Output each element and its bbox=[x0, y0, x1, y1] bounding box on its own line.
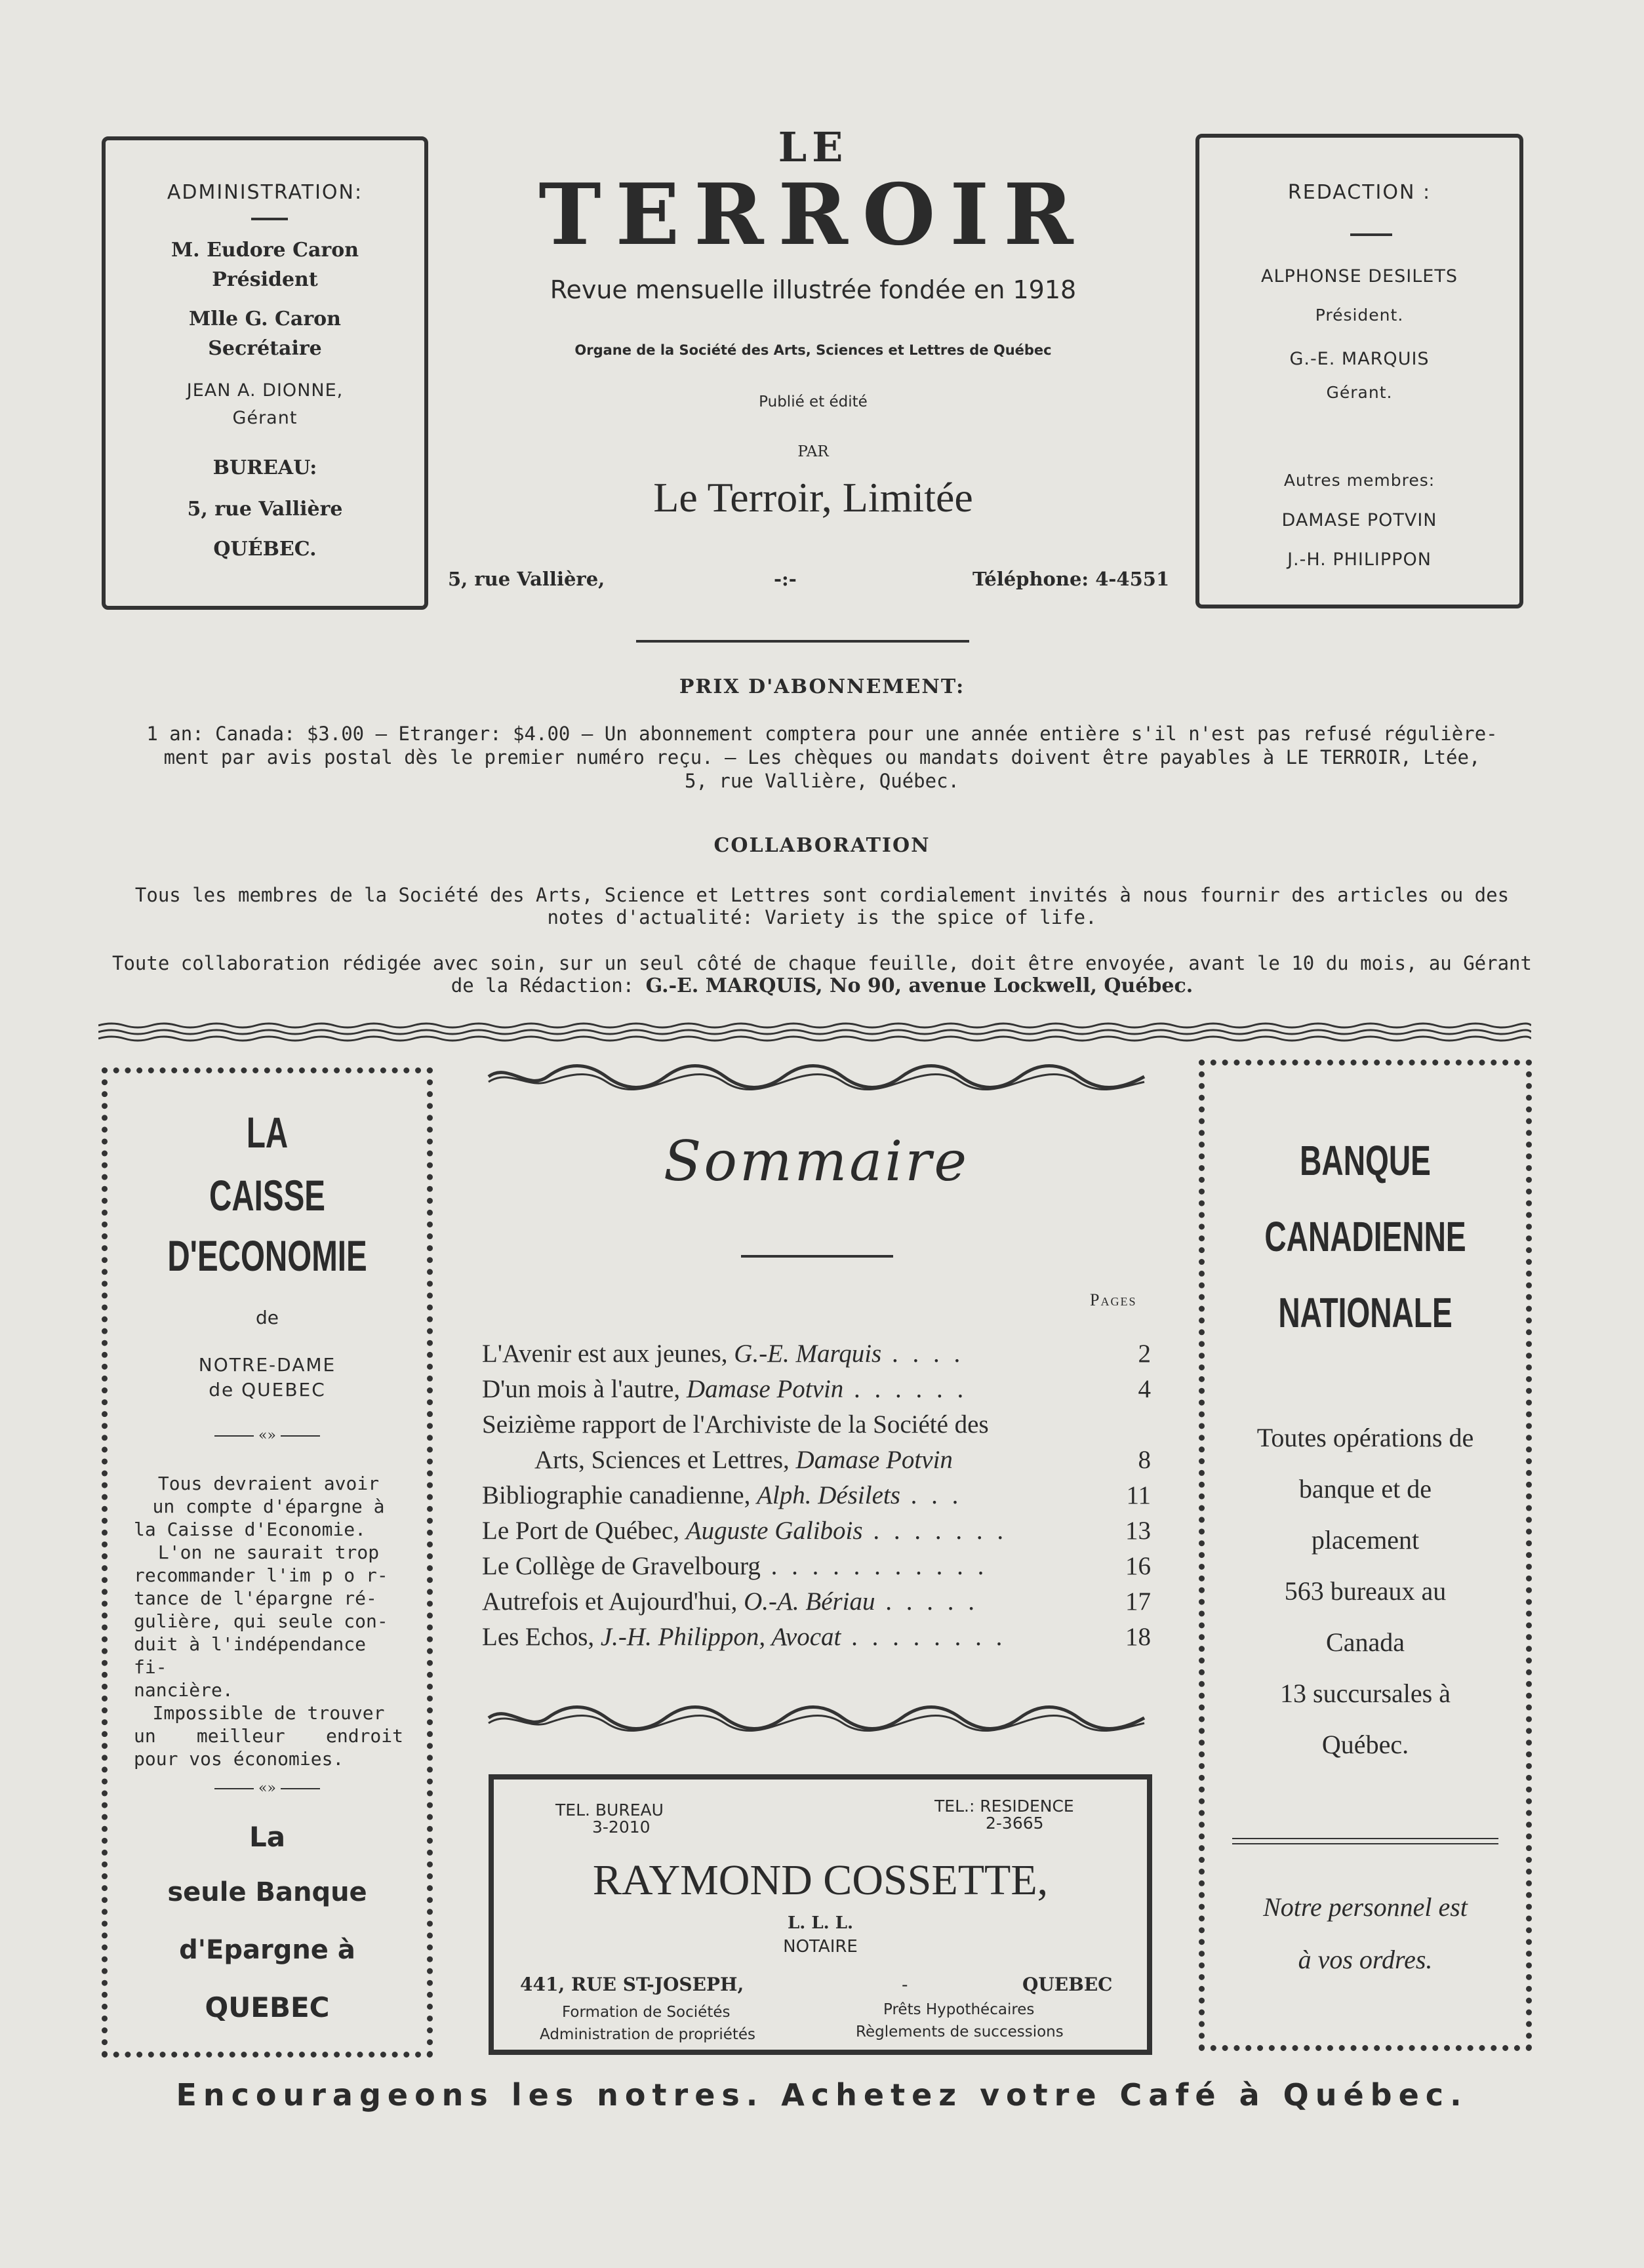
redaction-line-0: ALPHONSE DESILETS bbox=[1260, 266, 1458, 287]
entry-author: Alph. Désilets bbox=[757, 1481, 900, 1509]
list-item[interactable] bbox=[482, 1372, 1151, 1407]
entry-text: Bibliographie canadienne, bbox=[482, 1481, 757, 1509]
redaction-title: REDACTION : bbox=[1287, 181, 1432, 204]
admin-line-7: 5, rue Vallière bbox=[187, 498, 343, 521]
divider bbox=[1350, 233, 1392, 236]
entry-dots: . . . . . . . . bbox=[841, 1623, 1007, 1651]
abonnement-line-3: 5, rue Vallière, Québec. bbox=[684, 770, 960, 792]
abonnement-line-2: ment par avis postal dès le premier numéro reçu. — Les chèques ou mandats doivent être payables à LE TERROIR, Ltée, bbox=[163, 746, 1481, 768]
entry-page: 17 bbox=[1125, 1587, 1151, 1616]
banque-body-1: banque et de bbox=[1298, 1474, 1432, 1503]
entry-text: Seizième rapport de l'Archiviste de la Société des bbox=[482, 1410, 989, 1439]
entry-dots: . . . . . . bbox=[843, 1375, 968, 1403]
abonnement-title: PRIX D'ABONNEMENT: bbox=[679, 675, 965, 698]
tel-residence-number: 2-3665 bbox=[986, 1814, 1044, 1833]
entry-author: Damase Potvin bbox=[686, 1375, 844, 1403]
list-item[interactable] bbox=[482, 1513, 1151, 1549]
entry-dots: . . . . bbox=[881, 1340, 965, 1368]
entry-text: D'un mois à l'autre, bbox=[482, 1375, 687, 1403]
list-item[interactable] bbox=[482, 1336, 1151, 1372]
sommaire-title: Sommaire bbox=[663, 1129, 970, 1193]
redaction-line-4: Autres membres: bbox=[1283, 471, 1435, 490]
admin-line-6: BUREAU: bbox=[212, 456, 317, 479]
caisse-title-1: LA bbox=[246, 1108, 289, 1157]
ornament-divider bbox=[108, 1780, 427, 1797]
entry-author: J.-H. Philippon, Avocat bbox=[600, 1623, 841, 1651]
caisse-footer-0: La bbox=[249, 1821, 286, 1853]
entry-author: O.-A. Bériau bbox=[744, 1587, 875, 1616]
double-rule bbox=[1232, 1838, 1498, 1844]
list-item[interactable] bbox=[482, 1442, 1151, 1478]
caisse-body-line: nancière. bbox=[134, 1679, 233, 1701]
banque-body-5: 13 succursales à bbox=[1280, 1679, 1451, 1708]
list-item[interactable] bbox=[482, 1478, 1151, 1513]
admin-line-4: JEAN A. DIONNE, bbox=[186, 380, 344, 401]
entry-text: Les Echos, bbox=[482, 1623, 601, 1651]
banque-body-6: Québec. bbox=[1321, 1730, 1409, 1759]
masthead-title: TERROIR bbox=[538, 166, 1088, 264]
redaction-line-1: Président. bbox=[1315, 306, 1404, 325]
administration-box bbox=[102, 136, 428, 610]
tel-bureau-number: 3-2010 bbox=[592, 1818, 651, 1837]
collaboration-p2-line2-lead: de la Rédaction: bbox=[451, 974, 646, 997]
caisse-body-line: recommander l'im p o r- bbox=[134, 1564, 388, 1586]
caisse-footer-1: seule Banque bbox=[167, 1877, 367, 1907]
entry-page: 4 bbox=[1138, 1375, 1151, 1403]
entry-page: 2 bbox=[1138, 1340, 1151, 1368]
list-item[interactable] bbox=[482, 1549, 1151, 1584]
entry-dots: . . . . . . . . . . . bbox=[760, 1552, 988, 1580]
caisse-body-line: la Caisse d'Economie. bbox=[134, 1519, 367, 1540]
admin-line-0: M. Eudore Caron bbox=[170, 239, 359, 262]
caisse-title-3: D'ECONOMIE bbox=[167, 1231, 367, 1280]
divider bbox=[636, 640, 969, 643]
collaboration-p1-line1: Tous les membres de la Société des Arts, Science et Lettres sont cordialement invités à nous fournir des articles ou des bbox=[134, 884, 1510, 906]
entry-page: 18 bbox=[1125, 1623, 1151, 1651]
caisse-name-1: NOTRE-DAME bbox=[198, 1354, 336, 1376]
cossette-service: Prêts Hypothécaires bbox=[883, 2001, 1035, 2018]
cossette-name: RAYMOND COSSETTE, bbox=[592, 1856, 1049, 1904]
caisse-footer-2: d'Epargne à bbox=[179, 1935, 355, 1965]
masthead-le: LE bbox=[778, 123, 849, 171]
entry-author: G.-E. Marquis bbox=[734, 1340, 882, 1368]
entry-dots: . . . . . . . bbox=[862, 1517, 1008, 1545]
caisse-footer-3: QUEBEC bbox=[205, 1991, 330, 2023]
list-item[interactable] bbox=[482, 1407, 1151, 1442]
list-item[interactable] bbox=[482, 1584, 1151, 1620]
caisse-title-2: CAISSE bbox=[209, 1171, 325, 1220]
admin-line-8: QUÉBEC. bbox=[213, 538, 317, 561]
caisse-name-2: de QUEBEC bbox=[209, 1379, 326, 1401]
banque-body-2: placement bbox=[1311, 1525, 1420, 1555]
banque-title-1: BANQUE bbox=[1300, 1137, 1431, 1184]
cossette-title: NOTAIRE bbox=[783, 1937, 858, 1957]
divider bbox=[741, 1255, 893, 1258]
caisse-box bbox=[102, 1067, 433, 2058]
masthead-phone: Téléphone: 4-4551 bbox=[972, 568, 1170, 590]
entry-page: 11 bbox=[1126, 1481, 1151, 1509]
admin-line-2: Mlle G. Caron bbox=[189, 308, 341, 330]
banque-title-2: CANADIENNE bbox=[1264, 1213, 1466, 1260]
caisse-de: de bbox=[256, 1307, 279, 1328]
administration-title: ADMINISTRATION: bbox=[167, 181, 363, 204]
ornament-top bbox=[482, 1062, 1151, 1091]
masthead-published: Publié et édité bbox=[759, 393, 868, 410]
redaction-line-2: G.-E. MARQUIS bbox=[1289, 349, 1430, 369]
list-item[interactable] bbox=[482, 1620, 1151, 1655]
cossette-card bbox=[489, 1774, 1152, 2055]
caisse-body-line: un meilleur endroit bbox=[134, 1725, 403, 1747]
collaboration-p1-line2: notes d'actualité: Variety is the spice of life. bbox=[547, 906, 1097, 928]
admin-line-3: Secrétaire bbox=[208, 337, 322, 360]
masthead-par: PAR bbox=[797, 443, 829, 460]
entry-text: Le Port de Québec, bbox=[482, 1517, 686, 1545]
collaboration-p2-line1: Toute collaboration rédigée avec soin, sur un seul côté de chaque feuille, doit être envoyée, avant le 10 du mois, au Gérant bbox=[112, 952, 1532, 974]
masthead-address: 5, rue Vallière, bbox=[448, 568, 605, 590]
sommaire-pages-label: Pages bbox=[1090, 1290, 1137, 1309]
banque-footer-2: à vos ordres. bbox=[1298, 1945, 1433, 1974]
masthead-publisher: Le Terroir, Limitée bbox=[653, 474, 973, 521]
redaction-line-5: DAMASE POTVIN bbox=[1281, 510, 1437, 530]
redaction-line-3: Gérant. bbox=[1326, 383, 1393, 402]
collaboration-title: COLLABORATION bbox=[713, 834, 931, 857]
ornament-icon: «» bbox=[258, 1427, 276, 1444]
entry-author: Auguste Galibois bbox=[685, 1517, 863, 1545]
banque-title-3: NATIONALE bbox=[1278, 1289, 1453, 1336]
entry-text: Le Collège de Gravelbourg bbox=[482, 1552, 761, 1580]
ornament-icon: «» bbox=[258, 1780, 276, 1797]
caisse-body-line: pour vos économies. bbox=[134, 1748, 344, 1770]
entry-dots: . . . . . bbox=[875, 1587, 979, 1616]
banque-box bbox=[1199, 1060, 1532, 2051]
banque-body-0: Toutes opérations de bbox=[1256, 1423, 1474, 1452]
cossette-degree: L. L. L. bbox=[787, 1913, 854, 1933]
ornament-divider bbox=[108, 1427, 427, 1444]
footer-slogan: Encourageons les notres. Achetez votre Café à Québec. bbox=[176, 2077, 1468, 2113]
cossette-address: 441, RUE ST-JOSEPH, bbox=[520, 1974, 744, 1995]
caisse-body-line: Impossible de trouver bbox=[152, 1702, 385, 1724]
cossette-service: Administration de propriétés bbox=[540, 2026, 756, 2043]
redaction-line-6: J.-H. PHILIPPON bbox=[1287, 549, 1432, 570]
banque-footer-1: Notre personnel est bbox=[1263, 1892, 1468, 1922]
caisse-body-line: tance de l'épargne ré- bbox=[134, 1587, 377, 1609]
banque-body-3: 563 bureaux au bbox=[1284, 1576, 1447, 1606]
wavy-rule bbox=[98, 1020, 1531, 1044]
masthead-subtitle: Revue mensuelle illustrée fondée en 1918 bbox=[550, 275, 1077, 304]
divider bbox=[251, 218, 288, 220]
tel-bureau-label: TEL. BUREAU bbox=[555, 1800, 664, 1820]
cossette-city: QUEBEC bbox=[1022, 1974, 1113, 1995]
masthead-separator: -:- bbox=[774, 568, 797, 590]
tel-residence-label: TEL.: RESIDENCE bbox=[934, 1797, 1074, 1816]
cossette-service: Formation de Sociétés bbox=[562, 2004, 731, 2021]
entry-page: 13 bbox=[1125, 1517, 1151, 1545]
ornament-bottom bbox=[482, 1703, 1151, 1732]
sommaire-list bbox=[482, 1336, 1151, 1655]
caisse-body-line: gulière, qui seule con- bbox=[134, 1610, 388, 1632]
abonnement-line-1: 1 an: Canada: $3.00 — Etranger: $4.00 — Un abonnement comptera pour une année entière s'il n'est pas refusé régulière- bbox=[146, 723, 1498, 745]
entry-page: 8 bbox=[1138, 1446, 1151, 1474]
entry-page: 16 bbox=[1125, 1552, 1151, 1580]
admin-line-5: Gérant bbox=[232, 408, 298, 428]
entry-text: Arts, Sciences et Lettres, bbox=[534, 1446, 796, 1474]
entry-text: L'Avenir est aux jeunes, bbox=[482, 1340, 734, 1368]
entry-author: Damase Potvin bbox=[795, 1446, 953, 1474]
caisse-body-line: duit à l'indépendance fi- bbox=[134, 1633, 367, 1678]
entry-text: Autrefois et Aujourd'hui, bbox=[482, 1587, 744, 1616]
cossette-service: Règlements de successions bbox=[856, 2023, 1064, 2040]
redaction-box bbox=[1195, 134, 1523, 608]
caisse-body-line: Tous devraient avoir bbox=[157, 1473, 380, 1494]
caisse-body bbox=[134, 1472, 403, 1770]
banque-body-4: Canada bbox=[1326, 1627, 1405, 1657]
caisse-body-line: un compte d'épargne à bbox=[152, 1496, 385, 1517]
collaboration-address: G.-E. MARQUIS, No 90, avenue Lockwell, Québec. bbox=[645, 974, 1193, 997]
admin-line-1: Président bbox=[212, 268, 318, 291]
masthead-organ: Organe de la Société des Arts, Sciences et Lettres de Québec bbox=[574, 342, 1052, 358]
collaboration-p2-line2 bbox=[66, 973, 1578, 999]
caisse-body-line: L'on ne saurait trop bbox=[157, 1542, 380, 1563]
entry-dots: . . . bbox=[900, 1481, 963, 1509]
cossette-dash: - bbox=[902, 1974, 908, 1995]
